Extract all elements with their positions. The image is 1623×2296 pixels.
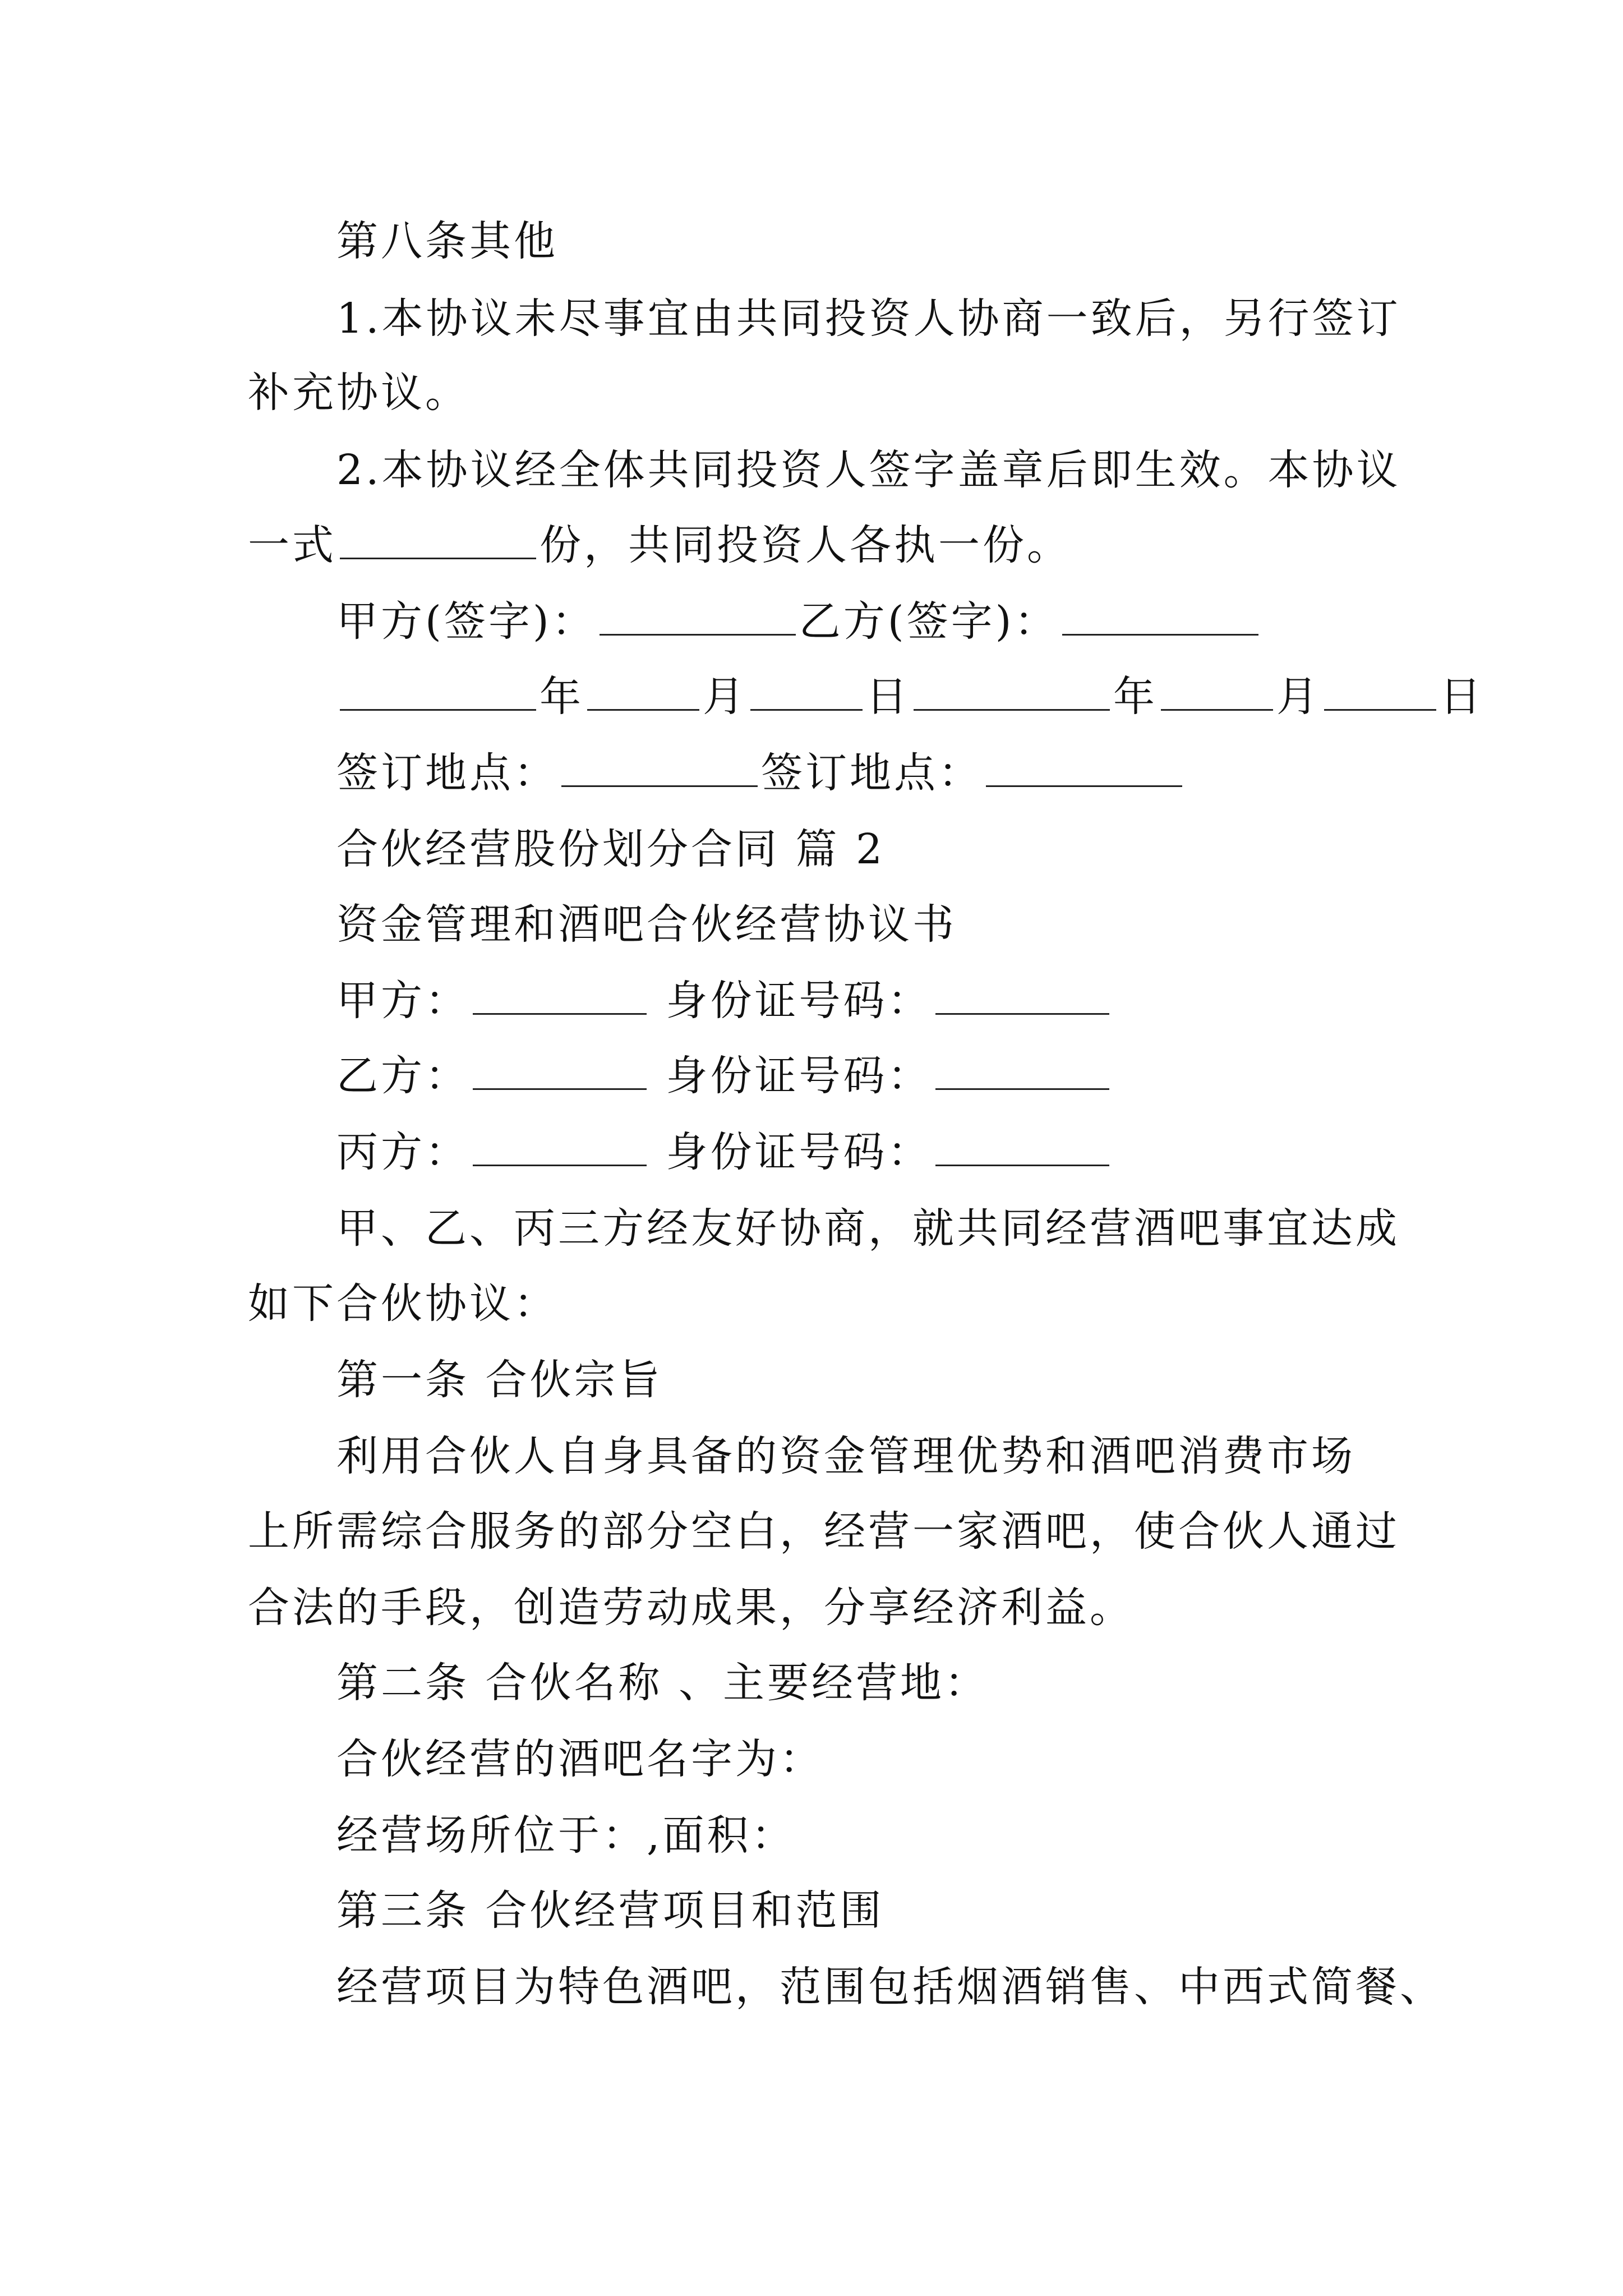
party-b-signature-label: 乙方(签字)：: [799, 597, 1059, 646]
party-b-label: 乙方：: [336, 1052, 469, 1100]
party-a-label: 甲方：: [336, 977, 469, 1025]
signing-place-label-a: 签订地点：: [336, 749, 558, 797]
business-location-line: 经营场所位于：,面积：: [336, 1811, 796, 1860]
signing-place-blank-b: [986, 745, 1182, 787]
article-3-text-line-1: 经营项目为特色酒吧，范围包括烟酒销售、中西式简餐、: [336, 1963, 1444, 2011]
party-c-id-blank: [935, 1124, 1109, 1166]
clause-8-2-line-2: [248, 517, 1071, 573]
article-2-heading: 第二条 合伙名称 、主要经营地：: [336, 1659, 989, 1707]
day-label-b: 日: [1440, 673, 1484, 721]
article-8-heading: 第八条其他: [336, 217, 558, 265]
party-c-line: [336, 1124, 1113, 1180]
clause-8-1-line-1: 1.本协议未尽事宜由共同投资人协商一致后，另行签订: [336, 295, 1401, 343]
year-blank-a: [340, 669, 536, 711]
party-a-signature-label: 甲方(签字)：: [336, 597, 596, 646]
year-label-b: 年: [1113, 673, 1158, 721]
date-line: [336, 669, 1484, 725]
article-1-heading: 第一条 合伙宗旨: [336, 1356, 663, 1404]
party-b-id-label: 身份证号码：: [666, 1052, 932, 1100]
copies-suffix: 份，共同投资人各执一份。: [540, 521, 1071, 569]
clause-8-1-line-2: 补充协议。: [248, 369, 469, 417]
copies-prefix: 一式: [248, 521, 336, 569]
party-b-signature-blank: [1062, 593, 1258, 636]
article-3-heading: 第三条 合伙经营项目和范围: [336, 1887, 884, 1935]
party-b-name-blank: [473, 1048, 647, 1090]
article-1-text-line-2: 上所需综合服务的部分空白，经营一家酒吧，使合伙人通过: [248, 1507, 1400, 1556]
month-label-b: 月: [1276, 673, 1321, 721]
signing-place-label-b: 签订地点：: [761, 749, 983, 797]
article-1-text-line-1: 利用合伙人自身具备的资金管理优势和酒吧消费市场: [336, 1432, 1355, 1480]
party-a-name-blank: [473, 973, 647, 1015]
year-blank-b: [914, 669, 1110, 711]
day-label-a: 日: [866, 673, 910, 721]
party-b-line: [336, 1048, 1113, 1104]
signing-place-line: [336, 745, 1186, 801]
clause-8-2-line-1: 2.本协议经全体共同投资人签字盖章后即生效。本协议: [336, 446, 1401, 494]
party-a-signature-blank: [600, 593, 796, 636]
party-a-id-label: 身份证号码：: [666, 977, 932, 1025]
party-c-id-label: 身份证号码：: [666, 1128, 932, 1176]
party-b-id-blank: [935, 1048, 1109, 1090]
preamble-line-1: 甲、乙、丙三方经友好协商，就共同经营酒吧事宜达成: [336, 1204, 1400, 1253]
day-blank-b: [1324, 669, 1436, 711]
signing-place-blank-a: [561, 745, 758, 787]
party-c-name-blank: [473, 1124, 647, 1166]
party-c-label: 丙方：: [336, 1128, 469, 1176]
preamble-line-2: 如下合伙协议：: [248, 1280, 558, 1328]
month-label-a: 月: [703, 673, 747, 721]
day-blank-a: [750, 669, 863, 711]
contract-section-title: 合伙经营股份划分合同 篇 2: [336, 825, 886, 873]
party-a-id-blank: [935, 973, 1109, 1015]
copies-blank: [340, 517, 536, 559]
month-blank-a: [587, 669, 699, 711]
bar-name-line: 合伙经营的酒吧名字为：: [336, 1735, 824, 1783]
agreement-title: 资金管理和酒吧合伙经营协议书: [336, 900, 957, 949]
month-blank-b: [1161, 669, 1273, 711]
year-label-a: 年: [540, 673, 584, 721]
party-a-line: [336, 973, 1113, 1029]
signature-line: [336, 593, 1262, 650]
article-1-text-line-3: 合法的手段，创造劳动成果，分享经济利益。: [248, 1584, 1134, 1632]
